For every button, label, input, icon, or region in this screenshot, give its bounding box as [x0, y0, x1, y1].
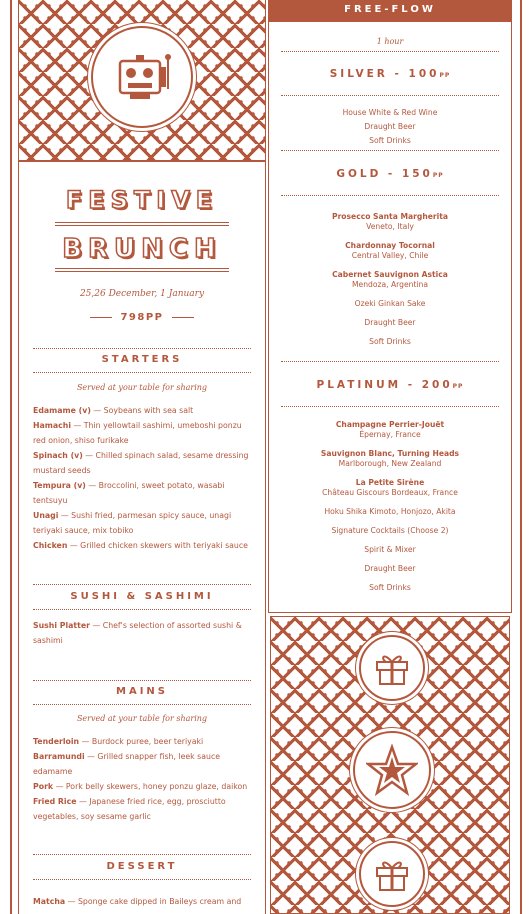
section-note: Served at your table for sharing — [76, 714, 208, 723]
gift-icon — [372, 854, 412, 894]
dessert-list — [33, 894, 253, 909]
divider — [281, 361, 499, 362]
list-item: House White & Red Wine — [342, 108, 438, 117]
list-item: Edamame (v) — Soybeans with sea salt — [33, 406, 194, 415]
section-note: Served at your table for sharing — [76, 383, 208, 392]
food-menu-column — [18, 0, 266, 914]
list-item: Signature Cocktails (Choose 2) — [331, 526, 449, 535]
list-item: Fried Rice — Japanese fried rice, egg, prosciutto vegetables, soy sesame garlic — [33, 797, 226, 821]
silver-list — [269, 106, 511, 148]
list-item-sub: Mendoza, Argentina — [351, 280, 428, 289]
section-heading-sushi: SUSHI & SASHIMI — [70, 591, 214, 602]
list-item: Sushi Platter — Chef's selection of assorted sushi & sashimi — [33, 621, 242, 645]
freeflow-duration: 1 hour — [376, 37, 404, 46]
list-item-sub: Marlborough, New Zealand — [338, 459, 442, 468]
divider — [33, 854, 251, 855]
pattern-panel-bottom — [270, 616, 510, 914]
star-medallion — [353, 731, 431, 809]
starters-list — [33, 403, 253, 553]
tier-heading-gold: GOLD - 150PP — [336, 168, 444, 180]
sushi-list — [33, 618, 253, 648]
list-item: Hamachi — Thin yellowtail sashimi, umeboshi ponzu red onion, shiso furikake — [33, 421, 242, 445]
divider — [281, 51, 499, 52]
section-heading-starters: STARTERS — [101, 354, 183, 365]
list-item-sub: Veneto, Italy — [366, 222, 414, 231]
robot-medallion — [91, 26, 193, 128]
divider — [281, 150, 499, 151]
tier-heading-platinum: PLATINUM - 200PP — [316, 379, 464, 391]
list-item: Chardonnay Tocornal — [345, 241, 435, 250]
robot-icon — [110, 49, 174, 105]
gift-medallion — [359, 841, 425, 907]
list-item: Chicken — Grilled chicken skewers with teriyaki sauce — [33, 541, 248, 550]
divider — [281, 406, 499, 407]
list-item: Spirit & Mixer — [364, 545, 416, 554]
brunch-dates: 25,26 December, 1 January — [79, 289, 205, 299]
list-item: Spinach (v) — Chilled spinach salad, sesame dressing mustard seeds — [33, 451, 249, 475]
list-item: Tenderloin — Burdock puree, beer teriyaki — [33, 737, 204, 746]
list-item: Tempura (v) — Broccolini, sweet potato, wasabi tentsuyu — [33, 481, 225, 505]
section-heading-mains: MAINS — [116, 686, 168, 697]
list-item: Pork — Pork belly skewers, honey ponzu glaze, daikon — [33, 782, 248, 791]
list-item: Champagne Perrier-Jouët — [335, 420, 445, 429]
list-item: Hoku Shika Kimoto, Honjozo, Akita — [324, 507, 456, 516]
list-item: Unagi — Sushi fried, parmesan spicy sauce, unagi teriyaki sauce, mix tobiko — [33, 511, 232, 535]
list-item: Draught Beer — [364, 564, 416, 573]
list-item: Soft Drinks — [369, 337, 411, 346]
list-item: La Petite Sirène — [355, 478, 425, 487]
list-item-sub: Central Valley, Chile — [351, 251, 429, 260]
list-item: Barramundi — Grilled snapper fish, leek sauce edamame — [33, 752, 221, 776]
divider — [33, 879, 251, 880]
price-value: 798PP — [120, 312, 164, 323]
section-heading-dessert: DESSERT — [106, 861, 178, 872]
drinks-menu-column — [268, 0, 512, 613]
divider — [33, 372, 251, 373]
platinum-list — [269, 420, 511, 593]
list-item-sub: Épernay, France — [359, 430, 421, 439]
gold-list — [269, 212, 511, 347]
divider — [33, 609, 251, 610]
list-item: Matcha — Sponge cake dipped in Baileys cream and — [33, 897, 242, 906]
list-item: Soft Drinks — [369, 583, 411, 592]
freeflow-heading: FREE-FLOW — [269, 0, 511, 22]
list-item-sub: Château Giscours Bordeaux, France — [322, 488, 458, 497]
list-item: Draught Beer — [364, 122, 416, 131]
divider — [281, 195, 499, 196]
gift-medallion — [359, 635, 425, 701]
title-rule — [55, 268, 229, 272]
list-item: Ozeki Ginkan Sake — [354, 299, 426, 308]
brunch-price — [19, 312, 265, 323]
divider — [33, 680, 251, 681]
list-item: Prosecco Santa Margherita — [332, 212, 448, 221]
gift-icon — [372, 648, 412, 688]
list-item: Cabernet Sauvignon Astica — [332, 270, 448, 279]
tier-heading-silver: SILVER - 100PP — [329, 68, 451, 80]
mains-list — [33, 734, 253, 824]
title-festive: FESTIVE — [65, 186, 219, 214]
title-brunch: BRUNCH — [62, 234, 222, 264]
title-rule — [55, 222, 229, 226]
star-icon — [366, 744, 418, 796]
list-item: Sauvignon Blanc, Turning Heads — [320, 449, 460, 458]
divider — [33, 704, 251, 705]
divider — [33, 584, 251, 585]
list-item: Soft Drinks — [369, 136, 411, 145]
divider — [281, 95, 499, 96]
list-item: Draught Beer — [364, 318, 416, 327]
divider — [33, 348, 251, 349]
